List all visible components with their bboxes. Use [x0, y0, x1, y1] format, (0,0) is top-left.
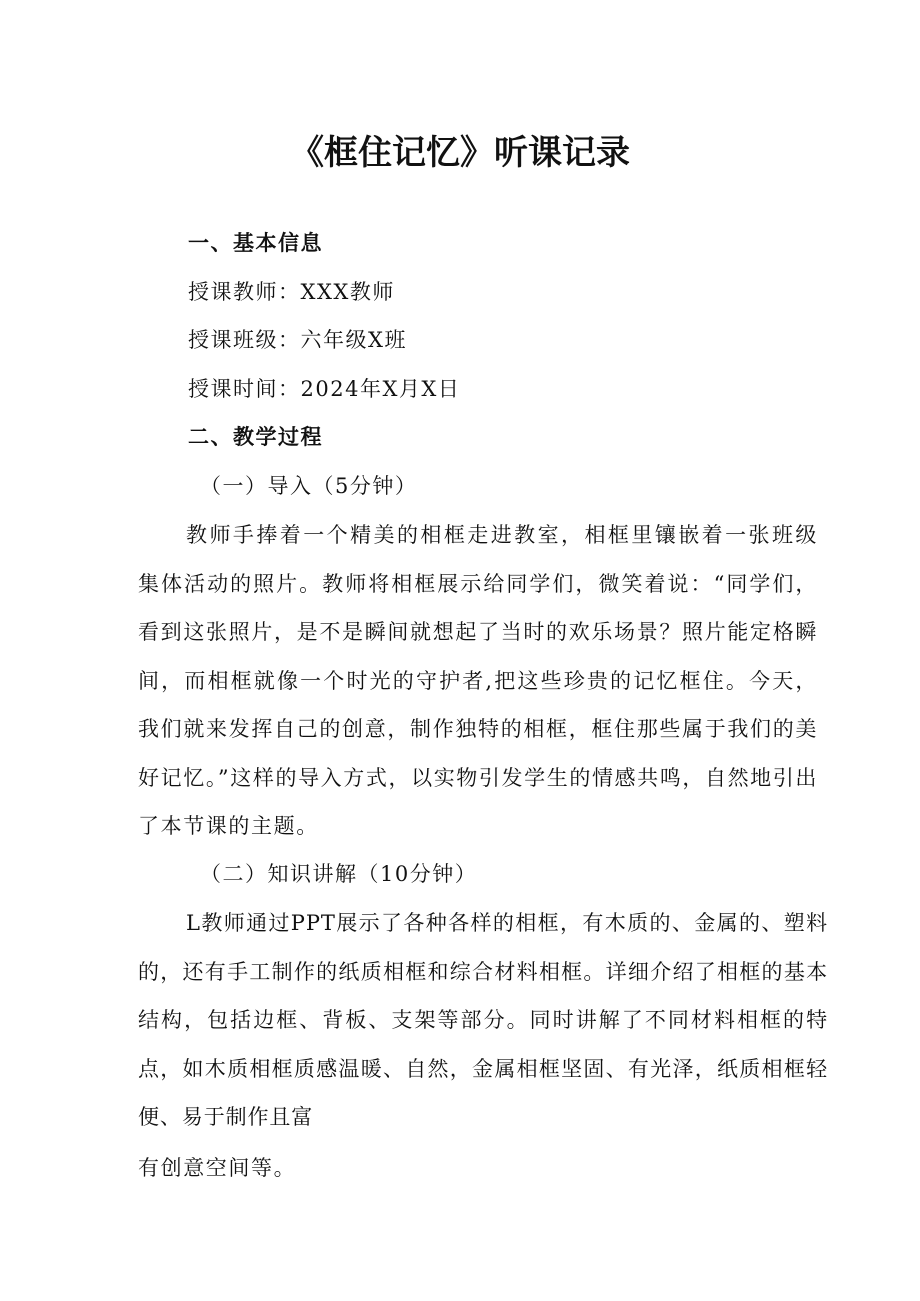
paragraph-introduction: 教师手捧着一个精美的相框走进教室，相框里镶嵌着一张班级集体活动的照片。教师将相框展示给同学们，微笑着说：“同学们，看到这张照片，是不是瞬间就想起了当时的欢乐场景？照片能定格瞬间，而相框就像一个时光的守护者,把这些珍贵的记忆框住。今天，我们就来发挥自己的创意，制作独特的相框，框住那些属于我们的美好记忆。”这样的导入方式，以实物引发学生的情感共鸣，自然地引出了本节课的主题。	[138, 523, 818, 838]
subheading-knowledge: （二）知识讲解（10分钟）	[200, 862, 478, 886]
section-heading-basic-info: 一、基本信息	[188, 231, 323, 255]
section-heading-teaching-process: 二、教学过程	[188, 425, 323, 449]
teacher-info: 授课教师：XXX教师	[188, 280, 395, 304]
time-info: 授课时间：2024年X月X日	[188, 377, 461, 401]
paragraph-knowledge-continuation: 有创意空间等。	[138, 1156, 297, 1180]
paragraph-knowledge: L教师通过PPT展示了各种各样的相框，有木质的、金属的、塑料的，还有手工制作的纸质相框和综合材料相框。详细介绍了相框的基本结构，包括边框、背板、支架等部分。同时讲解了不同材料相框的特点，如木质相框质感温暖、自然，金属相框坚固、有光泽，纸质相框轻便、易于制作且富	[138, 911, 828, 1129]
class-info: 授课班级：六年级X班	[188, 328, 407, 352]
document-title: 《框住记忆》听课记录	[290, 133, 630, 173]
subheading-introduction: （一）导入（5分钟）	[200, 474, 418, 498]
